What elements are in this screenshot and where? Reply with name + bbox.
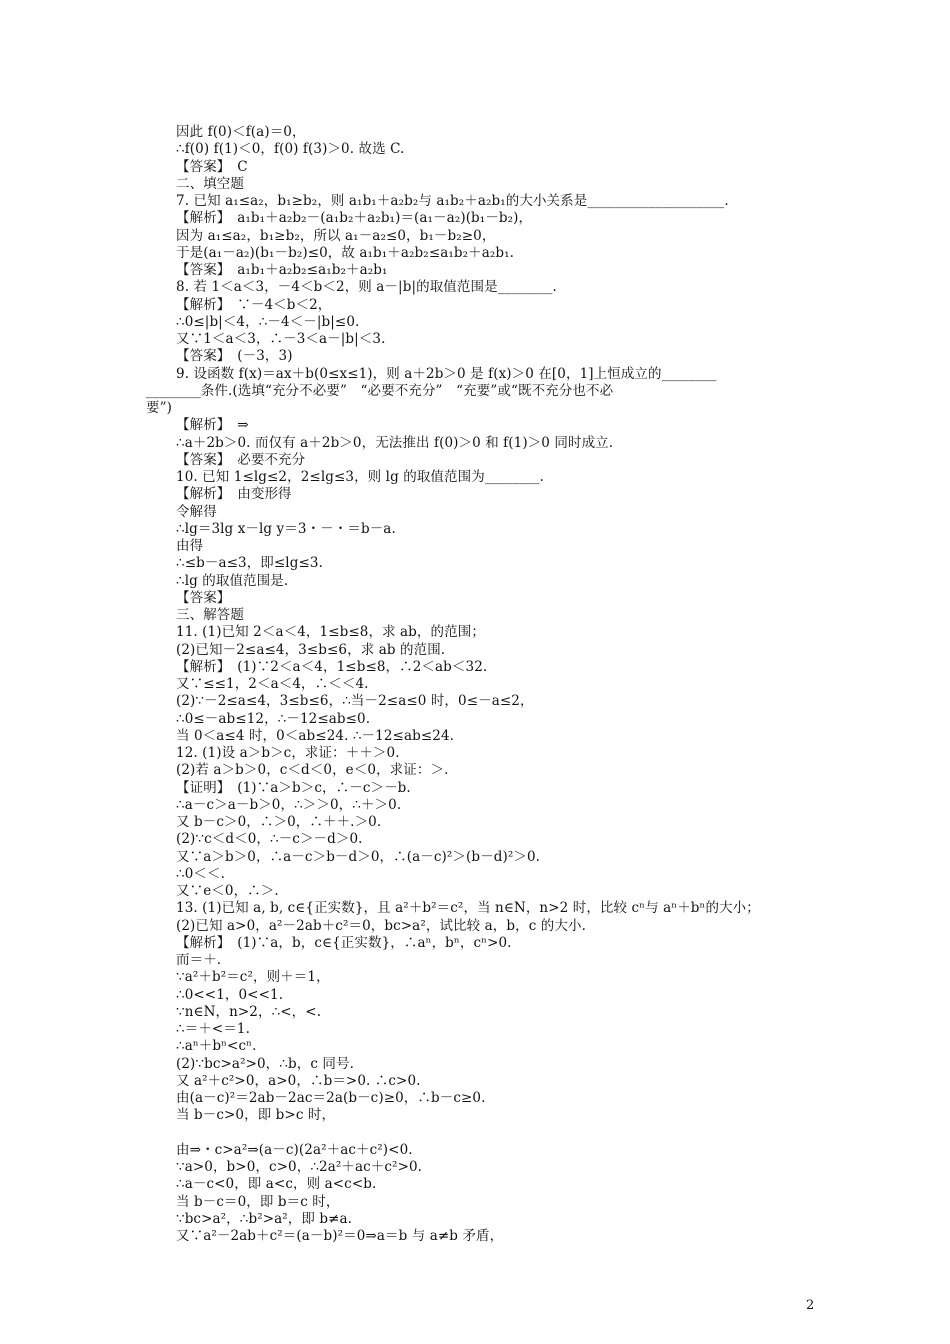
text-line: 又∵e＜0，∴＞. bbox=[176, 883, 279, 899]
text-line: 【解析】 ∵－4＜b＜2， bbox=[176, 296, 332, 313]
text-line: (2)∵bc>a²>0，∴b，c 同号. bbox=[176, 1055, 354, 1072]
text-line: 又∵≤≤1，2＜a＜4，∴＜＜4. bbox=[176, 676, 369, 692]
text-line: ∴0<<1，0<<1. bbox=[176, 986, 284, 1003]
text-line: 当 b－c>0，即 b>c 时， bbox=[176, 1107, 336, 1124]
text-line: ∵a²＋b²＝c²，则＋＝1， bbox=[176, 969, 330, 986]
text-line: 又 a²＋c²>0，a>0，∴b＝>0. ∴c>0. bbox=[176, 1072, 421, 1089]
text-line: (2)已知 a>0，a²－2ab＋c²＝0，bc>a²，试比较 a，b，c 的大小. bbox=[176, 917, 586, 934]
text-line: 【答案】 a₁b₁＋a₂b₂≤a₁b₂＋a₂b₁ bbox=[176, 262, 388, 278]
text-line: 11. (1)已知 2＜a＜4，1≤b≤8，求 ab，的范围； bbox=[176, 624, 485, 641]
text-line: 【答案】 bbox=[176, 589, 231, 606]
text-line: (2)若 a＞b＞0，c＜d＜0，e＜0，求证：＞. bbox=[176, 762, 449, 779]
text-line: 13. (1)已知 a, b, c∈{正实数}，且 a²＋b²＝c²，当 n∈N，n>2 时，比较 cⁿ与 aⁿ＋bⁿ的大小； bbox=[176, 900, 760, 917]
text-line: ∴≤b－a≤3，即≤lg≤3. bbox=[176, 555, 323, 572]
text-line: 【解析】 a₁b₁＋a₂b₂－(a₁b₂＋a₂b₁)＝(a₁－a₂)(b₁－b₂)， bbox=[176, 210, 533, 227]
text-line: 而＝＋. bbox=[176, 952, 222, 968]
text-line: (2)∵c＜d＜0，∴－c＞－d＞0. bbox=[176, 831, 363, 848]
text-line: 当 0＜a≤4 时，0＜ab≤24. ∴－12≤ab≤24. bbox=[176, 727, 455, 744]
text-line: (2)∵－2≤a≤4，3≤b≤6，∴当－2≤a≤0 时，0≤－a≤2， bbox=[176, 693, 534, 710]
text-line: 又∵a＞b＞0，∴a－c＞b－d＞0，∴(a－c)²＞(b－d)²＞0. bbox=[176, 848, 541, 865]
text-line: ∵bc>a²，∴b²>a²，即 b≠a. bbox=[176, 1210, 353, 1227]
text-line: 由(a－c)²＝2ab－2ac＝2a(b－c)≥0，∴b－c≥0. bbox=[176, 1090, 486, 1106]
text-line: 又∵a²－2ab＋c²＝(a－b)²＝0⇒a＝b 与 a≠b 矛盾， bbox=[176, 1228, 504, 1244]
text-line: 由得 bbox=[176, 538, 204, 554]
text-line: 7. 已知 a₁≤a₂，b₁≥b₂，则 a₁b₁＋a₂b₂与 a₁b₂＋a₂b₁的大小关系是____________________. bbox=[176, 193, 729, 209]
text-line: ∴a－c＞a－b＞0，∴＞＞0，∴＋＞0. bbox=[176, 796, 402, 813]
text-line: 【解析】 (1)∵2＜a＜4，1≤b≤8，∴2＜ab＜32. bbox=[176, 658, 488, 675]
text-line: 【解析】 ⇒ bbox=[176, 417, 249, 434]
text-line: ∴aⁿ＋bⁿ<cⁿ. bbox=[176, 1038, 257, 1055]
text-line: 又∵1＜a＜3，∴－3＜a－|b|＜3. bbox=[176, 331, 386, 347]
text-line: 由⇒・c>a²⇒(a－c)(2a²＋ac＋c²)<0. bbox=[176, 1141, 413, 1158]
text-line: 因此 f(0)＜f(a)＝0， bbox=[176, 124, 306, 140]
text-line: 三、解答题 bbox=[176, 607, 244, 623]
text-line: 当 b－c＝0，即 b＝c 时， bbox=[176, 1193, 340, 1210]
text-line: 8. 若 1＜a＜3，－4＜b＜2，则 a－|b|的取值范围是________. bbox=[176, 279, 557, 296]
text-line: ∴lg＝3lg x－lg y＝3・－・＝b－a. bbox=[176, 520, 396, 537]
text-line: 【解析】 (1)∵a，b，c∈{正实数}，∴aⁿ，bⁿ，cⁿ>0. bbox=[176, 934, 512, 951]
text-line: ∵a>0，b>0，c>0，∴2a²＋ac＋c²>0. bbox=[176, 1159, 423, 1175]
text-line: 10. 已知 1≤lg≤2，2≤lg≤3，则 lg 的取值范围为________. bbox=[176, 469, 545, 485]
text-line: 【答案】 (－3，3) bbox=[176, 348, 293, 365]
text-line: ∴＝＋<＝1. bbox=[176, 1021, 250, 1037]
text-line: 【证明】 (1)∵a＞b＞c，∴－c＞－b. bbox=[176, 779, 411, 796]
text-line: ________条件.(选填“充分不必要” “必要不充分” “充要”或“既不充分也不必 bbox=[146, 382, 614, 399]
text-line: 又 b－c＞0，∴＞0，∴＋＋.＞0. bbox=[176, 814, 382, 830]
text-line: 令解得 bbox=[176, 503, 217, 520]
text-line: ∴0≤－ab≤12，∴－12≤ab≤0. bbox=[176, 710, 371, 727]
text-line: 【解析】 由变形得 bbox=[176, 486, 292, 503]
text-line: 因为 a₁≤a₂，b₁≥b₂，所以 a₁－a₂≤0，b₁－b₂≥0， bbox=[176, 227, 496, 244]
body-text bbox=[146, 124, 826, 1245]
text-line: ∴a－c<0，即 a<c，则 a<c<b. bbox=[176, 1176, 377, 1193]
text-line bbox=[176, 1125, 826, 1142]
text-line: 9. 设函数 f(x)＝ax＋b(0≤x≤1)，则 a＋2b＞0 是 f(x)＞0 在[0，1]上恒成立的________ bbox=[176, 365, 717, 382]
text-line: ∴f(0) f(1)＜0，f(0) f(3)＞0. 故选 C. bbox=[176, 141, 405, 158]
text-line: ∵n∈N，n>2，∴<，<. bbox=[176, 1003, 322, 1020]
text-line: ∴lg 的取值范围是. bbox=[176, 572, 289, 589]
text-line: 【答案】 必要不充分 bbox=[176, 451, 306, 468]
page-number: 2 bbox=[806, 1298, 815, 1313]
text-line: 要”) bbox=[146, 400, 172, 416]
text-line: 二、填空题 bbox=[176, 175, 244, 192]
text-line: ∴0＜＜. bbox=[176, 865, 225, 882]
text-line: (2)已知－2≤a≤4，3≤b≤6，求 ab 的范围. bbox=[176, 641, 446, 658]
text-line: ∴a＋2b＞0. 而仅有 a＋2b＞0，无法推出 f(0)＞0 和 f(1)＞0 同时成立. bbox=[176, 434, 614, 451]
text-line: ∴0≤|b|＜4，∴－4＜－|b|≤0. bbox=[176, 313, 360, 330]
text-line: 12. (1)设 a＞b＞c，求证：＋＋＞0. bbox=[176, 745, 400, 761]
text-line: 【答案】 C bbox=[176, 158, 248, 175]
text-line: 于是(a₁－a₂)(b₁－b₂)≤0，故 a₁b₁＋a₂b₂≤a₁b₂＋a₂b₁. bbox=[176, 244, 515, 261]
